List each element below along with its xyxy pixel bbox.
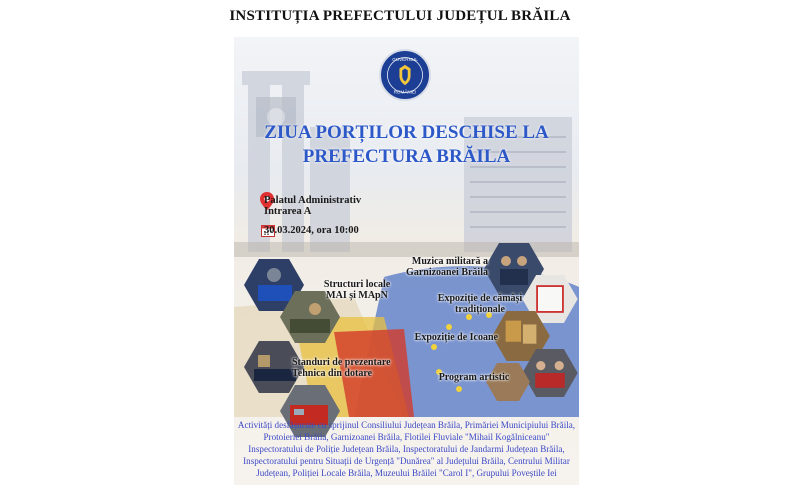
event-title-line2: PREFECTURA BRĂILA xyxy=(302,146,511,167)
event-poster xyxy=(234,37,579,485)
footer-line: Protoieriei Brăila, Garnizoanei Brăila, Flotilei Fluviale "Mihail Kogălniceanu" xyxy=(263,432,550,442)
event-title xyxy=(234,121,579,169)
event-datetime: 30.03.2024, ora 10:00 xyxy=(264,225,359,236)
location-line1: Palatul Administrativ xyxy=(264,195,362,206)
svg-text:GUVERNUL: GUVERNUL xyxy=(392,57,418,63)
footer-line: Inspectoratului de Poliție Județean Brăila, Inspectoratului de Jandarmi Județean Brăila, xyxy=(248,444,565,454)
activity-military-music: Muzica militară a Garnizoanei Brăila xyxy=(406,256,488,278)
footer-line: Județean, Poliției Locale Brăila, Muzeului Brăilei "Carol I", Grupului Poveștile Iei xyxy=(256,468,557,478)
footer-line: Inspectoratului pentru Situații de Urgență "Dunărea" al Județului Brăila, Centrului Militar xyxy=(243,456,570,466)
activity-structures: Structuri locale MAI și MApN xyxy=(323,279,391,301)
institution-title: INSTITUȚIA PREFECTULUI JUDEȚUL BRĂILA xyxy=(229,8,571,24)
government-emblem-icon xyxy=(379,49,431,101)
sponsors-footer xyxy=(234,419,579,479)
activity-shirts-exhibition: Expoziție de cămăși tradiționale xyxy=(437,293,523,315)
activity-artistic-program: Program artistic xyxy=(438,372,510,383)
artistic-program-photo xyxy=(522,349,578,397)
activity-icons-exhibition: Expoziție de Icoane xyxy=(414,332,498,343)
activity-stands: Standuri de prezentare Tehnica din dotare xyxy=(292,357,391,379)
svg-text:ROMÂNIEI: ROMÂNIEI xyxy=(393,89,417,95)
location-line2: Intrarea A xyxy=(264,206,312,217)
event-title-line1: ZIUA PORȚILOR DESCHISE LA xyxy=(264,122,549,143)
location-text xyxy=(264,195,361,217)
footer-line: Activități desfășurate cu sprijinul Consiliului Județean Brăila, Primăriei Municipiului Brăila, xyxy=(237,420,576,430)
